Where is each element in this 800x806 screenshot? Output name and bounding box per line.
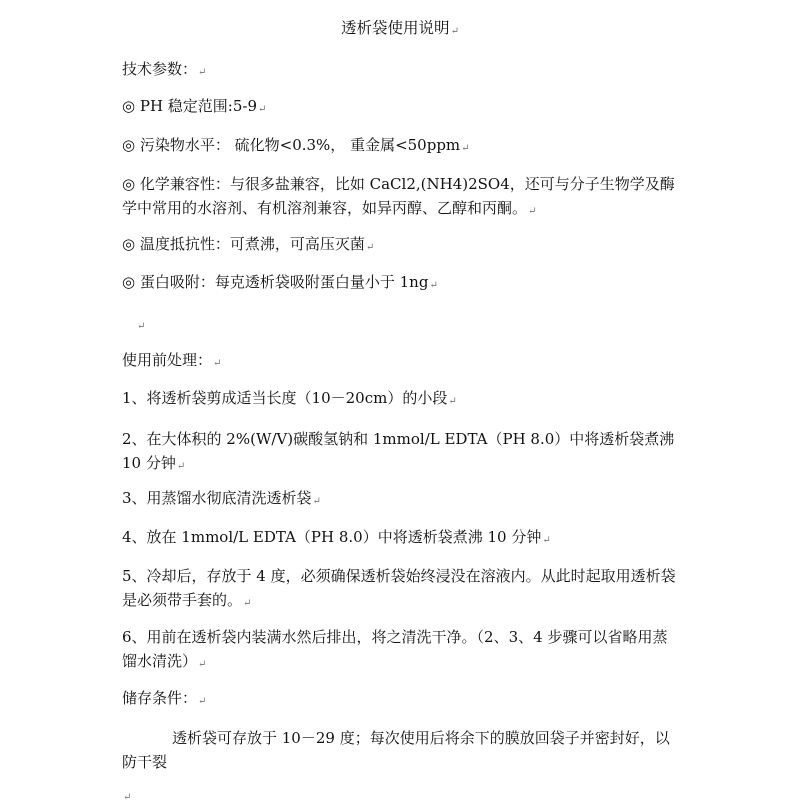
- step-6: [122, 625, 682, 677]
- title-text: 透析袋使用说明: [341, 19, 450, 37]
- step-5: [122, 564, 682, 616]
- paragraph-mark-icon: ↵: [429, 280, 438, 291]
- paragraph-mark-icon: ↵: [213, 358, 222, 369]
- paragraph-mark-icon: ↵: [198, 67, 207, 78]
- paragraph-mark-icon: ↵: [176, 461, 186, 472]
- step-text: 1、将透析袋剪成适当长度（10－20cm）的小段: [122, 389, 448, 407]
- tech-item-pollutants: [122, 137, 470, 157]
- tech-item-text: ◎ PH 稳定范围:5-9: [122, 97, 258, 115]
- paragraph-mark-icon: ↵: [461, 143, 470, 154]
- tech-item-protein: [122, 274, 438, 294]
- step-text: 4、放在 1mmol/L EDTA（PH 8.0）中将透析袋煮沸 10 分钟: [122, 528, 542, 546]
- pre-heading: [122, 352, 221, 372]
- tech-heading-text: 技术参数：: [122, 60, 198, 78]
- storage-paragraph: [122, 726, 682, 774]
- document-title: [0, 20, 800, 40]
- step-2: [122, 427, 682, 479]
- paragraph-mark-icon: ↵: [542, 535, 551, 546]
- paragraph-mark-icon: ↵: [448, 396, 457, 407]
- paragraph-mark-icon: ↵: [198, 659, 207, 670]
- paragraph-mark-icon: ↵: [137, 321, 146, 332]
- paragraph-mark-icon: ↵: [258, 104, 267, 115]
- tech-item-text: ◎ 蛋白吸附：每克透析袋吸附蛋白量小于 1ng: [122, 273, 429, 291]
- paragraph-mark-icon: ↵: [450, 26, 459, 37]
- tech-item-temperature: [122, 236, 374, 256]
- tech-item-text: ◎ 温度抵抗性：可煮沸，可高压灭菌: [122, 235, 365, 253]
- step-1: [122, 390, 457, 410]
- step-text: 3、用蒸馏水彻底清洗透析袋: [122, 489, 312, 507]
- paragraph-mark-icon: ↵: [312, 496, 321, 507]
- paragraph-mark-icon: ↵: [198, 696, 207, 707]
- step-4: [122, 529, 551, 549]
- step-text: 6、用前在透析袋内装满水然后排出，将之清洗干净。（2、3、4 步骤可以省略用蒸馏水清洗）: [122, 628, 668, 670]
- paragraph-mark-icon: ↵: [365, 242, 375, 253]
- storage-text: 透析袋可存放于 10－29 度；每次使用后将余下的膜放回袋子并密封好，以防干裂: [122, 729, 670, 771]
- tech-item-text: ◎ 污染物水平： 硫化物<0.3%， 重金属<50ppm: [122, 136, 461, 154]
- empty-paragraph: [136, 315, 145, 335]
- tech-heading: [122, 61, 206, 81]
- paragraph-mark-icon: ↵: [243, 598, 252, 609]
- tech-item-compatibility: [122, 172, 682, 224]
- storage-heading: [122, 690, 206, 710]
- paragraph-mark-icon: ↵: [528, 206, 537, 217]
- trailing-paragraph: [122, 786, 131, 806]
- pre-heading-text: 使用前处理：: [122, 351, 213, 369]
- step-3: [122, 490, 321, 510]
- paragraph-mark-icon: ↵: [123, 792, 132, 803]
- step-text: 2、在大体积的 2%(W/V)碳酸氢钠和 1mmol/L EDTA（PH 8.0）中将透析袋煮沸 10 分钟: [122, 430, 675, 472]
- tech-item-text: ◎ 化学兼容性：与很多盐兼容，比如 CaCl2,(NH4)2SO4，还可与分子生物学及酶学中常用的水溶剂、有机溶剂兼容，如异丙醇、乙醇和丙酮。: [122, 175, 675, 217]
- storage-heading-text: 储存条件：: [122, 689, 198, 707]
- step-text: 5、冷却后，存放于 4 度，必须确保透析袋始终浸没在溶液内。从此时起取用透析袋是必须带手套的。: [122, 567, 676, 609]
- tech-item-ph: [122, 98, 266, 118]
